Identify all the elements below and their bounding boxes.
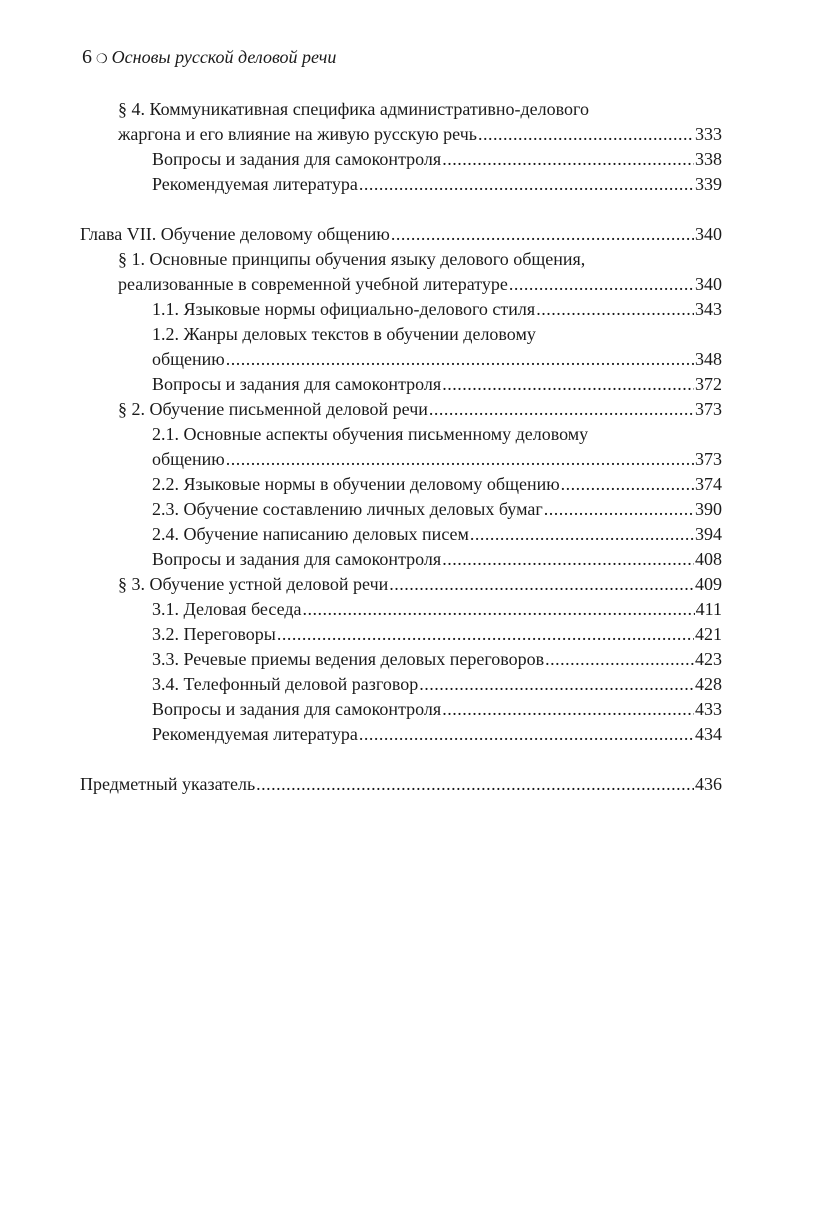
toc-page-number: 338 (695, 149, 722, 169)
dot-leader (429, 397, 694, 422)
toc-page-number: 340 (695, 274, 722, 294)
toc-entry-title: 2.3. Обучение составлению личных деловых бумаг (152, 499, 543, 519)
dot-leader (277, 622, 694, 647)
toc-entry-title: § 3. Обучение устной деловой речи (118, 574, 389, 594)
toc-entry-row (118, 572, 722, 597)
toc-entry-title: жаргона и его влияние на живую русскую речь (118, 124, 477, 144)
toc-entry-row (118, 272, 722, 297)
toc-page-number: 373 (695, 449, 722, 469)
toc-entry[interactable] (80, 472, 722, 497)
dot-leader (561, 472, 694, 497)
toc-entry-title: 1.1. Языковые нормы официально-делового стиля (152, 299, 536, 319)
dot-leader (545, 647, 694, 672)
toc-entry-title: Вопросы и задания для самоконтроля (152, 549, 442, 569)
toc-entry-row (118, 397, 722, 422)
toc-page-number: 433 (695, 699, 722, 719)
dot-leader (256, 772, 694, 797)
circle-ornament-icon: ❍ (96, 51, 108, 66)
toc-entry[interactable] (80, 147, 722, 172)
toc-entry[interactable] (80, 372, 722, 397)
dot-leader (442, 372, 694, 397)
toc-entry[interactable] (80, 522, 722, 547)
dot-leader (536, 297, 694, 322)
toc-page-number: 423 (695, 649, 722, 669)
toc-entry-row (152, 722, 722, 747)
toc-entry-title-line: § 1. Основные принципы обучения языку делового общения, (118, 249, 586, 269)
toc-entry[interactable] (80, 172, 722, 197)
toc-entry[interactable] (80, 572, 722, 597)
toc-entry-title: реализованные в современной учебной литературе (118, 274, 508, 294)
toc-entry-row (152, 622, 722, 647)
toc-page-number: 333 (695, 124, 722, 144)
toc-entry[interactable] (80, 422, 722, 472)
toc-entry[interactable] (80, 547, 722, 572)
dot-leader (442, 697, 694, 722)
dot-leader (419, 672, 694, 697)
toc-entry-title: общению (152, 349, 225, 369)
toc-entry[interactable] (80, 772, 722, 797)
toc-entry-title-line: § 4. Коммуникативная специфика административно-делового (118, 99, 589, 119)
toc-page-number: 372 (695, 374, 722, 394)
toc-entry[interactable] (80, 322, 722, 372)
toc-entry-title: Рекомендуемая литература (152, 724, 358, 744)
toc-entry-title: Глава VII. Обучение деловому общению (80, 224, 390, 244)
toc-entry[interactable] (80, 397, 722, 422)
running-head (82, 44, 336, 72)
toc-page-number: 436 (695, 774, 722, 794)
toc-entry-title: 3.4. Телефонный деловой разговор (152, 674, 419, 694)
dot-leader (226, 347, 694, 372)
toc-entry[interactable] (80, 672, 722, 697)
toc-entry-title-line: 2.1. Основные аспекты обучения письменному деловому (152, 424, 589, 444)
dot-leader (478, 122, 694, 147)
toc-entry-row (80, 222, 722, 247)
toc-entry[interactable] (80, 722, 722, 747)
dot-leader (389, 572, 694, 597)
table-of-contents (80, 97, 722, 797)
toc-entry-title: 3.1. Деловая беседа (152, 599, 302, 619)
toc-entry-row (152, 472, 722, 497)
toc-entry-row (152, 172, 722, 197)
toc-entry-title: 2.4. Обучение написанию деловых писем (152, 524, 469, 544)
toc-page-number: 374 (695, 474, 722, 494)
toc-page-number: 340 (695, 224, 722, 244)
toc-entry-row (152, 547, 722, 572)
toc-entry-title: § 2. Обучение письменной деловой речи (118, 399, 428, 419)
toc-entry[interactable] (80, 597, 722, 622)
toc-spacer (80, 747, 722, 772)
toc-entry[interactable] (80, 297, 722, 322)
toc-entry-row (152, 522, 722, 547)
toc-page-number: 411 (695, 599, 722, 619)
toc-entry-row (152, 297, 722, 322)
book-title: Основы русской деловой речи (111, 47, 337, 67)
toc-page-number: 408 (695, 549, 722, 569)
toc-entry[interactable] (80, 497, 722, 522)
toc-entry[interactable] (80, 247, 722, 297)
toc-entry-row (152, 447, 722, 472)
toc-entry[interactable] (80, 697, 722, 722)
toc-page-number: 428 (695, 674, 722, 694)
dot-leader (391, 222, 694, 247)
toc-entry-title: Вопросы и задания для самоконтроля (152, 699, 442, 719)
toc-page-number: 339 (695, 174, 722, 194)
toc-page-number: 348 (695, 349, 722, 369)
toc-entry-row (152, 697, 722, 722)
toc-entry-row (152, 597, 722, 622)
toc-entry-title: Вопросы и задания для самоконтроля (152, 149, 442, 169)
toc-entry-title: 3.2. Переговоры (152, 624, 276, 644)
toc-entry-row (118, 122, 722, 147)
dot-leader (442, 547, 694, 572)
toc-entry[interactable] (80, 647, 722, 672)
toc-page-number: 421 (695, 624, 722, 644)
toc-page-number: 409 (695, 574, 722, 594)
toc-entry-title: 2.2. Языковые нормы в обучении деловому общению (152, 474, 560, 494)
toc-page-number: 343 (695, 299, 722, 319)
toc-entry-row (152, 372, 722, 397)
toc-page-number: 434 (695, 724, 722, 744)
toc-entry-title-line: 1.2. Жанры деловых текстов в обучении деловому (152, 324, 536, 344)
toc-entry[interactable] (80, 97, 722, 147)
toc-page-number: 394 (695, 524, 722, 544)
toc-entry-row (152, 497, 722, 522)
toc-entry-row (152, 147, 722, 172)
dot-leader (442, 147, 694, 172)
toc-page-number: 373 (695, 399, 722, 419)
toc-entry-row (152, 647, 722, 672)
toc-spacer (80, 197, 722, 222)
toc-entry-row (152, 347, 722, 372)
toc-entry-title: Рекомендуемая литература (152, 174, 358, 194)
toc-entry-title: общению (152, 449, 225, 469)
dot-leader (509, 272, 694, 297)
dot-leader (359, 172, 694, 197)
page-number: 6 (82, 46, 92, 68)
toc-entry[interactable] (80, 222, 722, 247)
toc-entry-title: 3.3. Речевые приемы ведения деловых переговоров (152, 649, 545, 669)
dot-leader (544, 497, 694, 522)
dot-leader (302, 597, 694, 622)
dot-leader (226, 447, 694, 472)
dot-leader (470, 522, 694, 547)
dot-leader (359, 722, 694, 747)
toc-entry-title: Предметный указатель (80, 774, 256, 794)
toc-page-number: 390 (695, 499, 722, 519)
toc-entry-row (80, 772, 722, 797)
toc-entry-row (152, 672, 722, 697)
toc-entry-title: Вопросы и задания для самоконтроля (152, 374, 442, 394)
toc-entry[interactable] (80, 622, 722, 647)
